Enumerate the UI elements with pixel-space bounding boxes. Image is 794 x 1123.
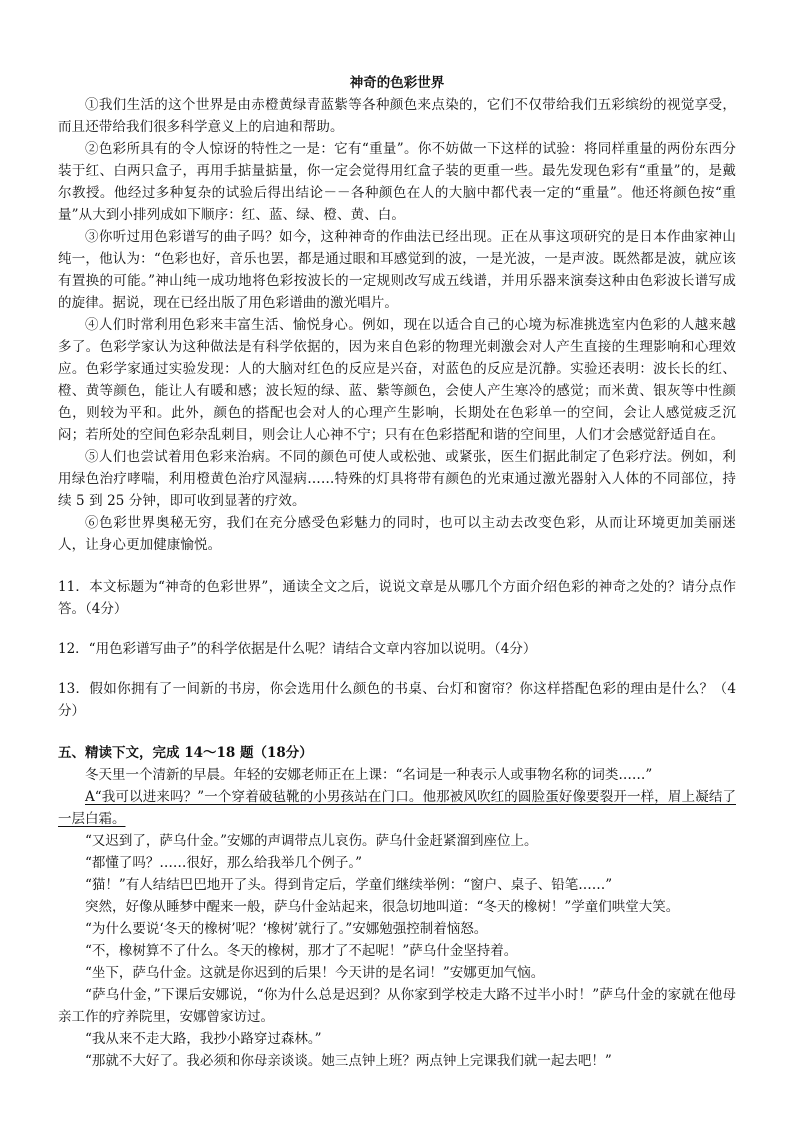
question-12: 12．“用色彩谱写曲子”的科学依据是什么呢？请结合文章内容加以说明。（4分） <box>58 641 537 657</box>
story-line: “坐下，萨乌什金。这就是你迟到的后果！今天讲的是名词！”安娜更加气恼。 <box>85 965 545 981</box>
paragraph-5: ⑤人们也尝试着用色彩来治病。不同的颜色可使人或松弛、或紧张，医生们据此制定了色彩疗法。例如，利用绿色治疗哮喘，利用橙黄色治疗风湿病……特殊的灯具将带有颜色的光束通过激光器射入人体的不同部位，持续 5 到 25 分钟，即可收到显著的疗效。 <box>58 449 736 509</box>
section-heading: 五、精读下文，完成 14～18 题（18分） <box>58 745 313 761</box>
story-line: “都懂了吗？……很好，那么给我举几个例子。” <box>85 855 363 871</box>
paragraph-4: ④人们时常利用色彩来丰富生活、愉悦身心。例如，现在以适合自己的心境为标准挑选室内色彩的人越来越多了。色彩学家认为这种做法是有科学依据的，因为来自色彩的物理光刺激会对人产生直接的生理影响和心理效应。色彩学家通过实验发现：人的大脑对红色的反应是兴奋，对蓝色的反应是沉静。实验还表明：波长长的红、橙、黄等颜色，能让人有暖和感；波长短的绿、蓝、紫等颜色，会使人产生寒冷的感觉；而米黄、银灰等中性颜色，则较为平和。此外，颜色的搭配也会对人的心理产生影响，长期处在色彩单一的空间，会让人感觉疲乏沉闷；若所处的空间色彩杂乱刺目，则会让人心神不宁；只有在色彩搭配和谐的空间里，人们才会感觉舒适自在。 <box>58 317 736 443</box>
paragraph-6: ⑥色彩世界奥秘无穷，我们在充分感受色彩魅力的同时，也可以主动去改变色彩，从而让环境更加美丽迷人，让身心更加健康愉悦。 <box>58 515 736 553</box>
story-line: “猫！”有人结结巴巴地开了头。得到肯定后，学童们继续举例：“窗户、桌子、铅笔……” <box>85 877 613 893</box>
story-line: “那就不大好了。我必须和你母亲谈谈。她三点钟上班？两点钟上完课我们就一起去吧！” <box>85 1053 612 1069</box>
paragraph-3: ③你听过用色彩谱写的曲子吗？如今，这种神奇的作曲法已经出现。正在从事这项研究的是日本作曲家神山纯一，他认为：“色彩也好，音乐也罢，都是通过眼和耳感觉到的波，一是光波，一是声波。既然都是波，就应该有置换的可能。”神山纯一成功地将色彩按波长的一定规则改写成五线谱，并用乐器来演奏这种由色彩波长谱写成的旋律。据说，现在已经出版了用色彩谱曲的激光唱片。 <box>58 229 736 311</box>
story-line: “萨乌什金，”下课后安娜说，“你为什么总是迟到？从你家到学校走大路不过半小时！”萨乌什金的家就在他母亲工作的疗养院里，安娜曾家访过。 <box>58 987 736 1025</box>
story-line: “不，橡树算不了什么。冬天的橡树，那才了不起呢！”萨乌什金坚持着。 <box>85 943 518 959</box>
paragraph-2: ②色彩所具有的令人惊讶的特性之一是：它有“重量”。你不妨做一下这样的试验：将同样重量的两份东西分装于红、白两只盒子，再用手掂量掂量，你一定会觉得用红盒子装的更重一些。最先发现色彩有“重量”的，是戴尔教授。他经过多种复杂的试验后得出结论－－各种颜色在人的大脑中都代表一定的“重量”。他还将颜色按“重量”从大到小排列成如下顺序：红、蓝、绿、橙、黄、白。 <box>58 141 736 223</box>
story-paragraph-1: 冬天里一个清新的早晨。年轻的安娜老师正在上课：“名词是一种表示人或事物名称的词类……” <box>85 767 653 783</box>
question-13: 13．假如你拥有了一间新的书房，你会选用什么颜色的书桌、台灯和窗帘？你这样搭配色彩的理由是什么？（4分） <box>58 681 736 719</box>
paragraph-1: ①我们生活的这个世界是由赤橙黄绿青蓝紫等各种颜色来点染的，它们不仅带给我们五彩缤纷的视觉享受，而且还带给我们很多科学意义上的启迪和帮助。 <box>58 97 736 135</box>
question-11: 11．本文标题为“神奇的色彩世界”，通读全文之后，说说文章是从哪几个方面介绍色彩的神奇之处的？请分点作答。（4分） <box>58 579 736 617</box>
story-line: “为什么要说‘冬天的橡树’呢？‘橡树’就行了。”安娜勉强控制着恼怒。 <box>85 921 488 937</box>
story-paragraph-a <box>58 786 736 830</box>
story-line: 突然，好像从睡梦中醒来一般，萨乌什金站起来，很急切地叫道：“冬天的橡树！”学童们哄堂大笑。 <box>85 899 680 915</box>
article-title: 神奇的色彩世界 <box>349 75 445 91</box>
story-line: “我从来不走大路，我抄小路穿过森林。” <box>85 1031 322 1047</box>
underlined-passage-a: A“我可以进来吗？”一个穿着破毡靴的小男孩站在门口。他那被风吹红的圆脸蛋好像要裂开一样，眉上凝结了一层白霜。 <box>58 789 736 827</box>
story-line: “又迟到了，萨乌什金。”安娜的声调带点儿哀伤。萨乌什金赶紧溜到座位上。 <box>85 833 538 849</box>
